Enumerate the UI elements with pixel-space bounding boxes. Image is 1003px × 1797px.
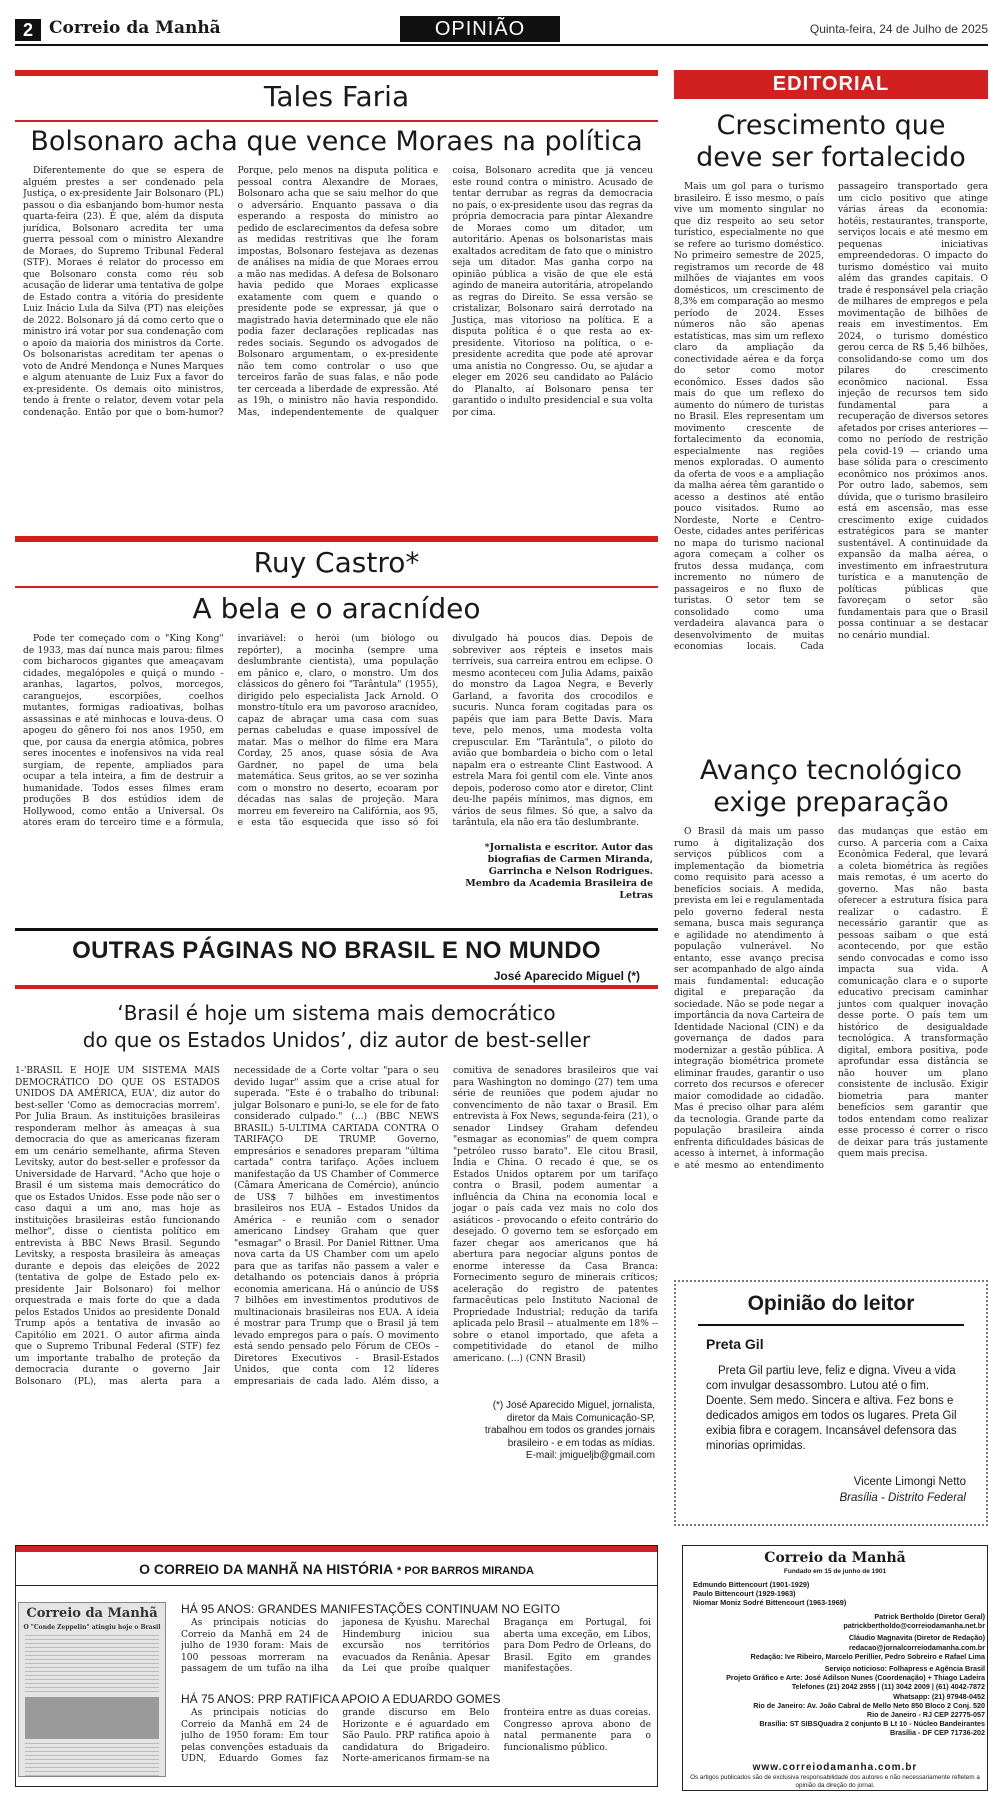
title-rule <box>698 1324 964 1326</box>
credit-line: brasileiro - e em todas as mídias. <box>507 1437 655 1449</box>
staff-line: Rio de Janeiro: Av. João Cabral de Mello Neto 850 Bloco 2 Conj. 520 <box>753 1700 985 1710</box>
section-title: OUTRAS PÁGINAS NO BRASIL E NO MUNDO <box>72 937 601 964</box>
staff-line: redacao@jornalcorreiodamanha.com.br <box>848 1642 985 1652</box>
staff-list <box>687 1612 985 1738</box>
historia-box <box>15 1545 658 1787</box>
credit-line: trabalhou em todos os grandes jornais <box>484 1425 655 1436</box>
section-byline: José Aparecido Miguel (*) <box>493 969 640 983</box>
historia-item-2-body: As principais notícias do Correio da Manhã em 24 de julho de 1950 foram: Em tour pelas convenções estaduais da UDN, Eduardo Gomes faz grande discurso em Belo Horizonte e é aguardado em São Paulo. PRP ratifica apoio à candidatura do Brigadeiro. Norte-americanos firmam-se na fronteira entre as duas coreias. Congresso aprova abono de natal permanente para o funcionalismo público. <box>181 1708 651 1764</box>
credit-line: diretor da Mais Comunicação-SP, <box>506 1412 655 1424</box>
masthead-rule <box>15 44 988 46</box>
founder-line: Edmundo Bittencourt (1901-1929) <box>693 1580 810 1589</box>
editorial-body-1: Mais um gol para o turismo brasileiro. É isso mesmo, o país vive um momento singular no que diz respeito ao seu setor turístico, especialmente no que se refere ao turismo doméstico. No primeiro semestre de 2025, registramos um recorde de 48 milhões de viajantes em voos domésticos, um crescimento de 8,3% em comparação ao mesmo período de 2024. Esses números não são apenas estatísticas, mas sim um reflexo claro da ampliação da conectividade aérea e da força do setor como motor econômico. Esses dados são mais do que um reflexo do aumento do número de turistas no Brasil. Eles representam um movimento crescente de fortalecimento da economia, especialmente nas regiões menos exploradas. O aumento da oferta de voos e a ampliação da malha aérea têm garantido o acesso a destinos até então pouco visitados. Rumo ao Nordeste, Norte e Centro-Oeste, cidades antes periféricas no mapa do turismo nacional agora começam a colher os frutos dessa mudança, com incremento no número de passageiros e no fluxo de turistas. O setor tem se consolidado como uma verdadeira alavanca para o desenvolvimento de muitas economias locais. Cada passageiro transportado gera um ciclo positivo que atinge várias áreas da economia: hotéis, restaurantes, transporte, serviços locais e até mesmo em pequenas iniciativas empreendedoras. O impacto do turismo doméstico vai muito além das grandes capitais. O trade é responsável pela criação de milhares de empregos e pela movimentação de bilhões de reais em investimentos. Em 2024, o turismo doméstico gerou cerca de R$ 5,46 bilhões, consolidando-se como um dos pilares do crescimento econômico nacional. Essa injeção de recursos tem sido fundamental para a recuperação de diversos setores afetados por crises anteriores — como no período de restrição pela covid-19 — criando uma base sólida para o crescimento econômico nos próximos anos. Por outro lado, sabemos, sem dúvida, que o turismo brasileiro está em ascensão, mas esse crescimento exige cuidados estratégicos para se manter sustentável. A continuidade da expansão da malha aérea, o investimento em infraestrutura turística e a manutenção de políticas públicas que favoreçam o setor são fundamentais para que o Brasil possa continuar a se destacar no cenário mundial. <box>674 182 988 652</box>
masthead <box>15 16 988 44</box>
author-credit <box>425 1398 655 1463</box>
author-name: Ruy Castro* <box>253 546 420 579</box>
staff-line: Whatsapp: (21) 97948-0452 <box>893 1691 985 1701</box>
clipping-headline: O "Conde Zeppelin" atingiu hoje o Brasil <box>23 1624 161 1631</box>
article-body: Diferentemente do que se espera de alguém prestes a ser condenado pela Justiça, o ex-presidente Jair Bolsonaro (PL) passou o dia esbanjando bom-humor nesta quarta-feira (23). É que, além da disputa jurídica, Bolsonaro acredita ter uma guerra pessoal com o ministro Alexandre de Moraes, do Supremo Tribunal Federal (STF). Moraes é relator do processo em que Bolsonaro consta como réu sob acusação de liderar uma tentativa de golpe de Estado contra a vitória do presidente Luiz Inácio Lula da Silva (PT) nas eleições de 2022. Bolsonaro já dá como certo que o ministro irá votar por sua condenação com o apoio da maioria dos ministros da Corte. Os bolsonaristas acreditam ter apenas o voto de André Mendonça e Nunes Marques e algum atenuante de Luiz Fux a favor do ex-presidente. Os demais oito ministros, tendo à frente o relator, devem votar pela condenação. Então por que o bom-humor? Porque, pelo menos na disputa política e pessoal contra Alexandre de Moraes, Bolsonaro acha que se saiu melhor do que o adversário. Enquanto passava o dia esperando a resposta do ministro ao pedido de esclarecimentos da defesa sobre as medidas restritivas que lhe foram impostas, Bolsonaro festejava as dezenas de análises na mídia de que Moraes errou a mão nas medidas. A defesa de Bolsonaro havia pedido que Moraes explicasse exatamente com quem e quando o presidente pode se expressar, já que o magistrado havia determinado que ele não podia fazer declarações replicadas nas redes sociais. Segundo os advogados de Bolsonaro argumentam, o ex-presidente não tem como controlar o uso que terceiros farão de suas falas, e não pode ter cerceada a liberdade de expressão. Até as 19h, o ministro não havia respondido. Mas, independentemente de qualquer coisa, Bolsonaro acredita que já venceu este round contra o ministro. Acusado de tentar derrubar as regras da democracia no país, o ex-presidente usou das regras da própria democracia para pintar Alexandre de Moraes como um ditador, um autoritário. Apenas os bolsonaristas mais exaltados acreditam de fato que o ministro seja um ditador. Mas ganha corpo na opinião pública a visão de que ele está agindo de maneira autoritária, atropelando as regras do Direito. Se essa versão se cristalizar, Bolsonaro sairá derrotado na Justiça, mas vitorioso na política. E a disputa política é o que resta ao ex-presidente. Vitorioso na política, o e-presidente acredita que pode até aprovar uma anistia no Congresso. Ou, se ajudar a eleger em 2026 seu candidato ao Palácio do Planalto, aí Bolsonaro pensa ter garantido o indulto presidencial e sua volta por cima. <box>23 166 653 418</box>
black-rule <box>15 928 658 931</box>
expediente-title: Correio da Manhã <box>764 1550 906 1566</box>
letter-signature: Vicente Limongi Netto <box>853 1476 966 1488</box>
page-number: 2 <box>15 19 41 41</box>
article-headline-line-1: ‘Brasil é hoje um sistema mais democrático <box>117 1001 556 1025</box>
credit-line: (*) José Aparecido Miguel, jornalista, <box>492 1400 655 1411</box>
staff-line: Cláudio Magnavita (Diretor de Redação) <box>848 1633 985 1643</box>
expediente-disclaimer: Os artigos publicados são de exclusiva responsabilidade dos autores e não necessariamente refletem a opinião da direção do jornal. <box>690 1774 980 1789</box>
founder-line: Paulo Bittencourt (1929-1963) <box>693 1589 796 1598</box>
staff-line: Redação: Ive Ribeiro, Marcelo Perillier, Pedro Sobreiro e Rafael Lima <box>750 1651 985 1661</box>
staff-line: Brasília: ST SIBSQuadra 2 conjunto B Lt 10 - Núcleo Bandeirantes <box>759 1719 985 1729</box>
letter-subject: Preta Gil <box>706 1336 764 1352</box>
staff-line: Serviço noticioso: Folhapress e Agência Brasil <box>824 1664 985 1674</box>
article-headline-line-2: do que os Estados Unidos’, diz autor de best-seller <box>82 1028 591 1052</box>
article-headline: A bela e o aracnídeo <box>192 592 481 625</box>
staff-line: Patrick Bertholdo (Diretor Geral) <box>874 1612 985 1621</box>
staff-line: Projeto Gráfico e Arte: José Adilson Nunes (Coordenação) + Thiago Ladeira <box>726 1673 985 1683</box>
page-date: Quinta-feira, 24 de Julho de 2025 <box>809 22 988 36</box>
editorial-column <box>674 70 988 925</box>
section-label: OPINIÃO <box>400 16 560 42</box>
expediente-site: www.correiodamanha.com.br <box>752 1762 918 1773</box>
clipping-text-block <box>25 1743 159 1777</box>
staff-line: Brasília - DF CEP 71736-202 <box>890 1728 985 1738</box>
box-title-text: O CORREIO DA MANHÃ NA HISTÓRIA <box>139 1561 394 1577</box>
box-byline: * POR BARROS MIRANDA <box>397 1565 534 1577</box>
editorial-label: EDITORIAL <box>674 70 988 99</box>
author-underline <box>15 586 658 588</box>
article-body: Pode ter começado com o "King Kong" de 1933, mas daí nunca mais parou: filmes com bicharocos gigantes que ameaçavam cidades, megalópoles e quiçá o mundo -aranhas, lagartos, polvos, morcegos, caranguejos, escorpiões, coelhos mutantes, formigas radioativas, bolhas assassinas e até minhocas e louva-deus. O apogeu do gênero foi nos anos 1950, em que, por causa da energia atômica, pobres seres inocentes e inofensivos na vida real surgiam, de repente, ampliados para ocupar a tela inteira, a fim de destruir a humanidade. Todos esses filmes eram produções B dos estúdios idem de Hollywood, como então a Universal. Os atores eram do terceiro time e a fórmula, invariável: o herói (um biólogo ou repórter), a mocinha (sempre uma deslumbrante cientista), uma população em pânico e, claro, o monstro. Um dos clássicos do gênero foi "Tarântula" (1955), dirigido pelo especialista Jack Arnold. O monstro-título era um pavoroso aracnídeo, capaz de abraçar uma casa com suas pernas cabeludas e quase impossível de matar. Mas o melhor do filme era Mara Corday, 25 anos, quase sósia de Ava Gardner, no papel de uma bela matemática. Seus gritos, ao se ver sozinha com o monstro no deserto, ecoaram por décadas nas salas de projeção. Mara morreu em fevereiro na Califórnia, aos 95, e esta tão esquecida que isso só foi divulgado há poucos dias. Depois de sobreviver aos répteis e insetos mais terríveis, sua carreira entrou em eclipse. O mesmo aconteceu com Julia Adams, paixão do monstro da Lagoa Negra, e Beverly Garland, a favorita dos crocodilos e sucuris. Nunca foram cogitadas para os papéis que iam para Bette Davis. Mara teve, pelo menos, uma modesta volta crepuscular. Em "Tarântula", o piloto do avião que bombardeia o bicho com o letal napalm era o estreante Clint Eastwood. A estrela Mara foi gentil com ele. Vinte anos depois, poderoso como ator e diretor, Clint deu-lhe papéis mínimos, mas dignos, em vários de seus filmes. Só que, a salvo da tarântula, ela não era tão deslumbrante. <box>23 634 653 828</box>
author-name: Tales Faria <box>263 80 410 113</box>
founder-line: Niomar Moniz Sodré Bittencourt (1963-1969) <box>693 1598 847 1607</box>
editorial-headline-1-line-1: Crescimento que <box>716 110 946 141</box>
red-rule <box>15 985 658 989</box>
article-headline: Bolsonaro acha que vence Moraes na política <box>30 126 643 157</box>
box-title: Opinião do leitor <box>747 1292 915 1315</box>
founders-list <box>693 1580 846 1607</box>
staff-line: patrickbertholdo@correiodamanha.net.br <box>843 1621 985 1631</box>
editorial-body-2: O Brasil dá mais um passo rumo à digitalização dos serviços públicos com a implementação da biometria como requisito para acesso a benefícios sociais. A medida, prevista em lei e regulamentada pelo governo federal nesta semana, busca mais segurança e agilidade no atendimento à população vulnerável. No entanto, esse avanço precisa ser acompanhado de algo ainda mais fundamental: educação digital e preparação da sociedade. Não se pode negar a importância da nova Carteira de Identidade Nacional (CIN) e da governança de dados para modernizar a gestão pública. A integração biométrica promete eliminar fraudes, garantir o uso correto dos recursos e oferecer maior comodidade ao cidadão. Mas é preciso olhar para além da tecnologia. Grande parte da população brasileira ainda enfrenta dificuldades básicas de acesso à internet, à informação e até mesmo ao entendimento das mudanças que estão em curso. A parceria com a Caixa Econômica Federal, que levará a coleta biométrica às regiões mais remotas, é um acerto do governo. Mas não basta oferecer a estrutura física para realizar o cadastro. É necessário garantir que as pessoas saibam o que está acontecendo, por que estão sendo convocadas e como isso impacta sua vida. A comunicação clara e o suporte educativo precisam caminhar juntos com qualquer inovação desse porte. O país tem um histórico de desigualdade tecnológica. A transformação digital, embora positiva, pode aprofundar essa distância se não houver um plano consistente de inclusão. Exigir biometria para manter benefícios sem garantir que todos entendam como realizar esse processo é correr o risco de deixar para trás justamente quem mais precisa. <box>674 827 988 1171</box>
tales-faria-column <box>15 70 658 525</box>
ruy-castro-column <box>15 536 658 916</box>
outras-paginas-section <box>15 928 658 1488</box>
credit-email: E-mail: jmigueljb@gmail.com <box>525 1450 655 1461</box>
author-credit: *Jornalista e escritor. Autor das biografias de Carmen Miranda, Garrincha e Nelson Rodrigues. Membro da Academia Brasileira de Letras <box>465 842 653 901</box>
editorial-headline-1-line-2: deve ser fortalecido <box>696 142 966 173</box>
box-title <box>16 1561 657 1577</box>
top-red-rule <box>16 1546 657 1552</box>
clipping-masthead: Correio da Manhã <box>26 1606 158 1621</box>
staff-line: Rio de Janeiro - RJ CEP 22775-057 <box>866 1710 985 1720</box>
editorial-headline-2-line-1: Avanço tecnológico <box>699 755 963 786</box>
top-red-rule <box>15 536 658 542</box>
letter-location: Brasília - Distrito Federal <box>839 1492 966 1504</box>
top-red-rule <box>15 70 658 76</box>
historia-item-2-heading: HÁ 75 ANOS: PRP RATIFICA APOIO A EDUARDO GOMES <box>181 1692 501 1706</box>
expediente-founded: Fundado em 15 de junho de 1901 <box>783 1568 887 1575</box>
editorial-headline-2-line-2: exige preparação <box>713 787 949 818</box>
opiniao-do-leitor-box <box>674 1280 988 1526</box>
title-rule <box>16 1585 657 1586</box>
historia-item-1-heading: HÁ 95 ANOS: GRANDES MANIFESTAÇÕES CONTINUAM NO EGITO <box>181 1602 560 1616</box>
newspaper-clipping-image <box>18 1602 166 1777</box>
historia-item-1-body: As principais notícias do Correio da Manhã em 24 de julho de 1930 foram: Mais de 100 pessoas morreram na passagem de um tufão na ilha japonesa de Kyushu. Marechal Hindemburg iniciou sua excursão nos territórios evacuados da Renânia. Apesar da Lei que proíbe qualquer Bragança em Portugal, foi aberta uma exceção, em Libos, para Dom Pedro de Orleans, do Brasil. Egito em grandes manifestações. <box>181 1618 651 1674</box>
letter-text: Preta Gil partiu leve, feliz e digna. Viveu a vida com invulgar desassombro. Lutou até o fim. Doente. Sem medo. Sincera e altiva. Fez bons e dedicados amigos em todos os lugares. Preta Gil exibia fibra e coragem. Incansável defensora das minorias oprimidas. <box>706 1365 957 1452</box>
expediente-box <box>682 1545 988 1791</box>
paper-name: Correio da Manhã <box>49 18 221 38</box>
author-underline <box>15 120 658 122</box>
clipping-text-block <box>25 1635 159 1693</box>
staff-line: Telefones (21) 2042 2955 | (11) 3042 2009 | (61) 4042-7872 <box>791 1682 985 1692</box>
article-body: 1-'BRASIL É HOJE UM SISTEMA MAIS DEMOCRÁTICO DO QUE OS ESTADOS UNIDOS DA AMÉRICA, EUA', diz autor do best-seller 'Como as democracias morrem'. Por Julia Braun. As instituições brasileiras responderam melhor às ameaças à sua democracia do que as americanas fizeram em um cenário semelhante, afirma Steven Levitsky, autor do best-seller e professor da Universidade de Harvard. "Acho que hoje o Brasil é um sistema mais democrático do que os Estados Unidos. Esse pode não ser o caso daqui a um ano, mas hoje as instituições brasileiras estão funcionando melhor", disse o cientista político em entrevista à BBC News Brasil. Segundo Levitsky, a resposta brasileira às ameaças durante e depois das eleições de 2022 (tentativa de golpe de Estado pelo ex-presidente Jair Bolsonaro) foi melhor orquestrada e mais forte do que a dada pelos Estados Unidos ao presidente Donald Trump após a tentativa de invasão ao Capitólio em 2021. O autor afirma ainda que o Supremo Tribunal Federal (STF) fez um importante trabalho de proteção da democracia durante o governo Jair Bolsonaro (PL), mas alerta para a necessidade de a Corte voltar "para o seu devido lugar" assim que a crise atual for superada. "Este é o trabalho do tribunal: julgar Bolsonaro e puni-lo, se ele for de fato considerado culpado." (...) (BBC NEWS BRASIL) 5-ULTIMA CARTADA CONTRA O TARIFAÇO DE TRUMP. Governo, empresários e senadores preparam "última cartada" contra tarifaço. Ações incluem manifestação da US Chamber of Commerce (Câmara Americana de Comércio), anúncio de US$ 7 bilhões em investimentos brasileiros nos EUA – Estados Unidos da América - e reunião com o senador americano Lindsey Graham que quer "esmagar" o Brasil. Por Daniel Rittner. Uma nova carta da US Chamber com um apelo para que as tarifas não passem a valer e detalhando os potenciais danos à própria economia americana. Há o anúncio de US$ 7 bilhões em investimentos produtivos de multinacionais brasileiras nos EUA. A ideia é mostrar para Trump que o Brasil já tem levado empregos para o país. O movimento está sendo pensado pelo Fórum de CEOs – Diretores Executivos - Brasil-Estados Unidos, que conta com 12 líderes empresariais de cada lado. Além disso, a comitiva de senadores brasileiros que vai para Washington no domingo (27) tem uma série de reuniões que podem ajudar no convencimento de não taxar o Brasil. Em entrevista à Fox News, segunda-feira (21), o senador Lindsey Graham defendeu "esmagar as economias" de quem compra "petróleo russo barato". Ele citou Brasil, Índia e China. O recado é que, se os Estados Unidos optarem por um tarifaço contra o Brasil, podem aumentar a influência da China na economia local e jogar o país cada vez mais no colo dos asiáticos - provocando o efeito contrário do desejado. O governo tem se esforçado em fazer chegar aos americanos que há abertura para negociar alguns pontos de enorme interesse da Casa Branca: Fornecimento seguro de minerais críticos; aceleração do registro de patentes farmacêuticas pelo Instituto Nacional de Propriedade Industrial; redução da tarifa aplicada pelo Brasil -- atualmente em 18% -- sobre o etanol importado, que afeta a competitividade do etanol de milho americano. (...) (CNN Brasil) <box>15 1066 658 1387</box>
clipping-photo <box>25 1697 159 1739</box>
